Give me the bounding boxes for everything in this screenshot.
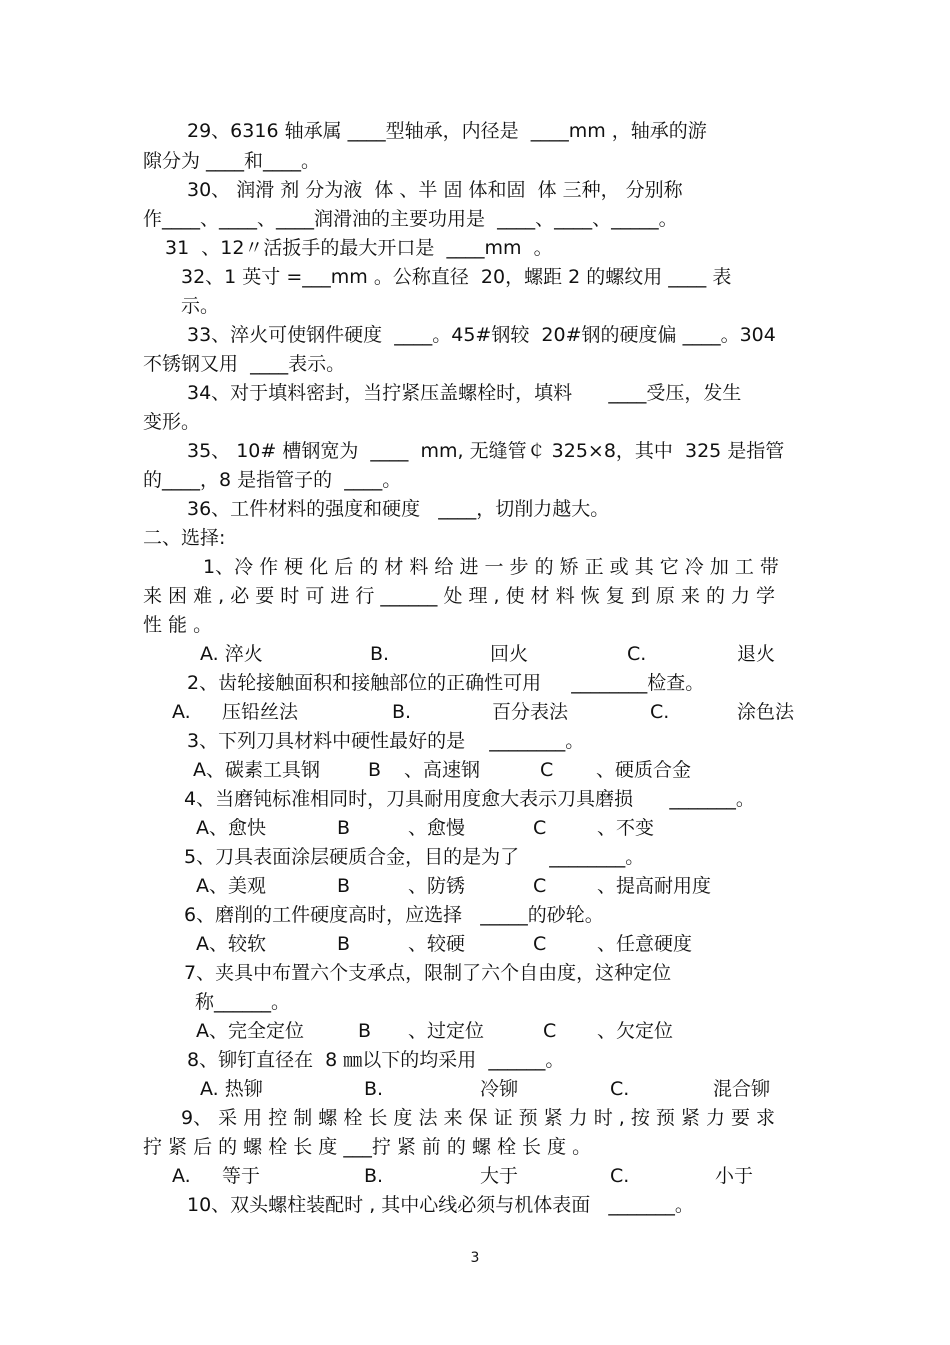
mc-q6-option-a: A、较软 bbox=[196, 933, 266, 955]
mc-q9-line2: 拧 紧 后 的 螺 栓 长 度 ___拧 紧 前 的 螺 栓 长 度 。 bbox=[143, 1136, 592, 1158]
mc-q4-option-a: A、愈快 bbox=[196, 817, 266, 839]
mc-q4-option-b: 、愈慢 bbox=[408, 817, 466, 839]
mc-q2-option-b: 百分表法 bbox=[492, 701, 569, 723]
mc-q5-stem: 5、刀具表面涂层硬质合金，目的是为了 ________。 bbox=[184, 846, 645, 868]
mc-q4-option-c-letter: C bbox=[533, 817, 547, 839]
mc-q9-option-b: 大于 bbox=[480, 1165, 519, 1187]
q35-line2: 的____，8 是指管子的 ____。 bbox=[143, 469, 402, 491]
mc-q3-option-c: 、硬质合金 bbox=[596, 759, 692, 781]
q32-line2: 示。 bbox=[181, 295, 220, 317]
mc-q8-stem: 8、铆钉直径在 8 ㎜以下的均采用 ______。 bbox=[187, 1049, 565, 1071]
q34-line1: 34、对于填料密封，当拧紧压盖螺栓时，填料 ____受压，发生 bbox=[187, 382, 742, 404]
mc-q1-option-b-letter: B. bbox=[370, 643, 390, 665]
mc-q4-option-b-letter: B bbox=[337, 817, 351, 839]
mc-q1-line3: 性 能 。 bbox=[143, 614, 213, 636]
mc-q3-option-a: A、碳素工具钢 bbox=[193, 759, 320, 781]
mc-q3-stem: 3、下列刀具材料中硬性最好的是 ________。 bbox=[187, 730, 585, 752]
q36-line1: 36、工件材料的强度和硬度 ____，切削力越大。 bbox=[187, 498, 610, 520]
mc-q3-option-c-letter: C bbox=[540, 759, 554, 781]
q35-line1: 35、 10# 槽钢宽为 ____ mm, 无缝管￠ 325×8，其中 325 是指管 bbox=[187, 440, 785, 462]
mc-q7-option-a: A、完全定位 bbox=[196, 1020, 304, 1042]
mc-q4-stem: 4、当磨钝标准相同时，刀具耐用度愈大表示刀具磨损 _______。 bbox=[184, 788, 755, 810]
mc-q9-option-c-letter: C. bbox=[610, 1165, 630, 1187]
mc-q6-option-c: 、任意硬度 bbox=[597, 933, 693, 955]
mc-q9-option-b-letter: B. bbox=[364, 1165, 384, 1187]
mc-q2-stem: 2、齿轮接触面积和接触部位的正确性可用 ________检查。 bbox=[187, 672, 705, 694]
q33-line1: 33、淬火可使钢件硬度 ____。45#钢较 20#钢的硬度偏 ____。304 bbox=[187, 324, 776, 346]
page-number: 3 bbox=[470, 1250, 480, 1266]
mc-q10-stem: 10、双头螺柱装配时 , 其中心线必须与机体表面 _______。 bbox=[187, 1194, 694, 1216]
mc-q9-line1: 9、 采 用 控 制 螺 栓 长 度 法 来 保 证 预 紧 力 时 , 按 预 紧 力 要 求 bbox=[181, 1107, 776, 1129]
mc-q2-option-b-letter: B. bbox=[392, 701, 412, 723]
mc-q9-option-a-letter: A. bbox=[172, 1165, 191, 1187]
mc-q1-option-b: 回火 bbox=[490, 643, 529, 665]
q30-line2: 作____、____、____润滑油的主要功用是 ____、____、_____。 bbox=[143, 208, 678, 230]
mc-q7-stem-line1: 7、夹具中布置六个支承点，限制了六个自由度，这种定位 bbox=[184, 962, 672, 984]
mc-q1-option-a: A. 淬火 bbox=[200, 643, 263, 665]
mc-q8-option-c-letter: C. bbox=[610, 1078, 630, 1100]
mc-q8-option-b-letter: B. bbox=[364, 1078, 384, 1100]
mc-q5-option-a: A、美观 bbox=[196, 875, 266, 897]
mc-q6-option-c-letter: C bbox=[533, 933, 547, 955]
q34-line2: 变形。 bbox=[143, 411, 201, 433]
mc-q4-option-c: 、不变 bbox=[597, 817, 655, 839]
mc-q1-option-c-letter: C. bbox=[627, 643, 647, 665]
mc-q5-option-c-letter: C bbox=[533, 875, 547, 897]
mc-q2-option-c: 涂色法 bbox=[737, 701, 795, 723]
q29-line1: 29、6316 轴承属 ____型轴承，内径是 ____mm ，轴承的游 bbox=[187, 120, 707, 142]
mc-q7-stem-line2: 称______。 bbox=[195, 991, 291, 1013]
mc-q8-option-c: 混合铆 bbox=[713, 1078, 771, 1100]
mc-q1-line1: 1、冷 作 梗 化 后 的 材 料 给 进 一 步 的 矫 正 或 其 它 冷 加 工 带 bbox=[203, 556, 779, 578]
mc-q9-option-c: 小于 bbox=[715, 1165, 754, 1187]
mc-q7-option-b: 、过定位 bbox=[408, 1020, 485, 1042]
mc-q1-line2: 来 困 难 , 必 要 时 可 进 行 ______ 处 理 , 使 材 料 恢 复 到 原 来 的 力 学 bbox=[143, 585, 776, 607]
mc-q8-option-b: 冷铆 bbox=[480, 1078, 519, 1100]
mc-q9-option-a: 等于 bbox=[222, 1165, 261, 1187]
mc-q5-option-c: 、提高耐用度 bbox=[597, 875, 712, 897]
mc-q6-option-b: 、较硬 bbox=[408, 933, 466, 955]
mc-q2-option-a-letter: A. bbox=[172, 701, 191, 723]
mc-q5-option-b-letter: B bbox=[337, 875, 351, 897]
mc-q7-option-c-letter: C bbox=[543, 1020, 557, 1042]
mc-q1-option-c: 退火 bbox=[737, 643, 776, 665]
section2-title: 二、选择: bbox=[143, 527, 226, 549]
q31-line1: 31 、12〃活扳手的最大开口是 ____mm 。 bbox=[165, 237, 553, 259]
mc-q7-option-c: 、欠定位 bbox=[597, 1020, 674, 1042]
mc-q3-option-b: 、高速钢 bbox=[404, 759, 481, 781]
mc-q8-option-a: A. 热铆 bbox=[200, 1078, 263, 1100]
mc-q6-option-b-letter: B bbox=[337, 933, 351, 955]
mc-q3-option-b-letter: B bbox=[368, 759, 382, 781]
q32-line1: 32、1 英寸 =___mm 。公称直径 20，螺距 2 的螺纹用 ____ 表 bbox=[181, 266, 732, 288]
mc-q6-stem: 6、磨削的工件硬度高时，应选择 _____的砂轮。 bbox=[184, 904, 604, 926]
q29-line2: 隙分为 ____和____。 bbox=[143, 150, 321, 172]
mc-q7-option-b-letter: B bbox=[358, 1020, 372, 1042]
mc-q2-option-c-letter: C. bbox=[650, 701, 670, 723]
mc-q5-option-b: 、防锈 bbox=[408, 875, 466, 897]
q33-line2: 不锈钢又用 ____表示。 bbox=[143, 353, 346, 375]
q30-line1: 30、 润滑 剂 分为液 体 、半 固 体和固 体 三种， 分别称 bbox=[187, 179, 683, 201]
mc-q2-option-a: 压铅丝法 bbox=[222, 701, 299, 723]
